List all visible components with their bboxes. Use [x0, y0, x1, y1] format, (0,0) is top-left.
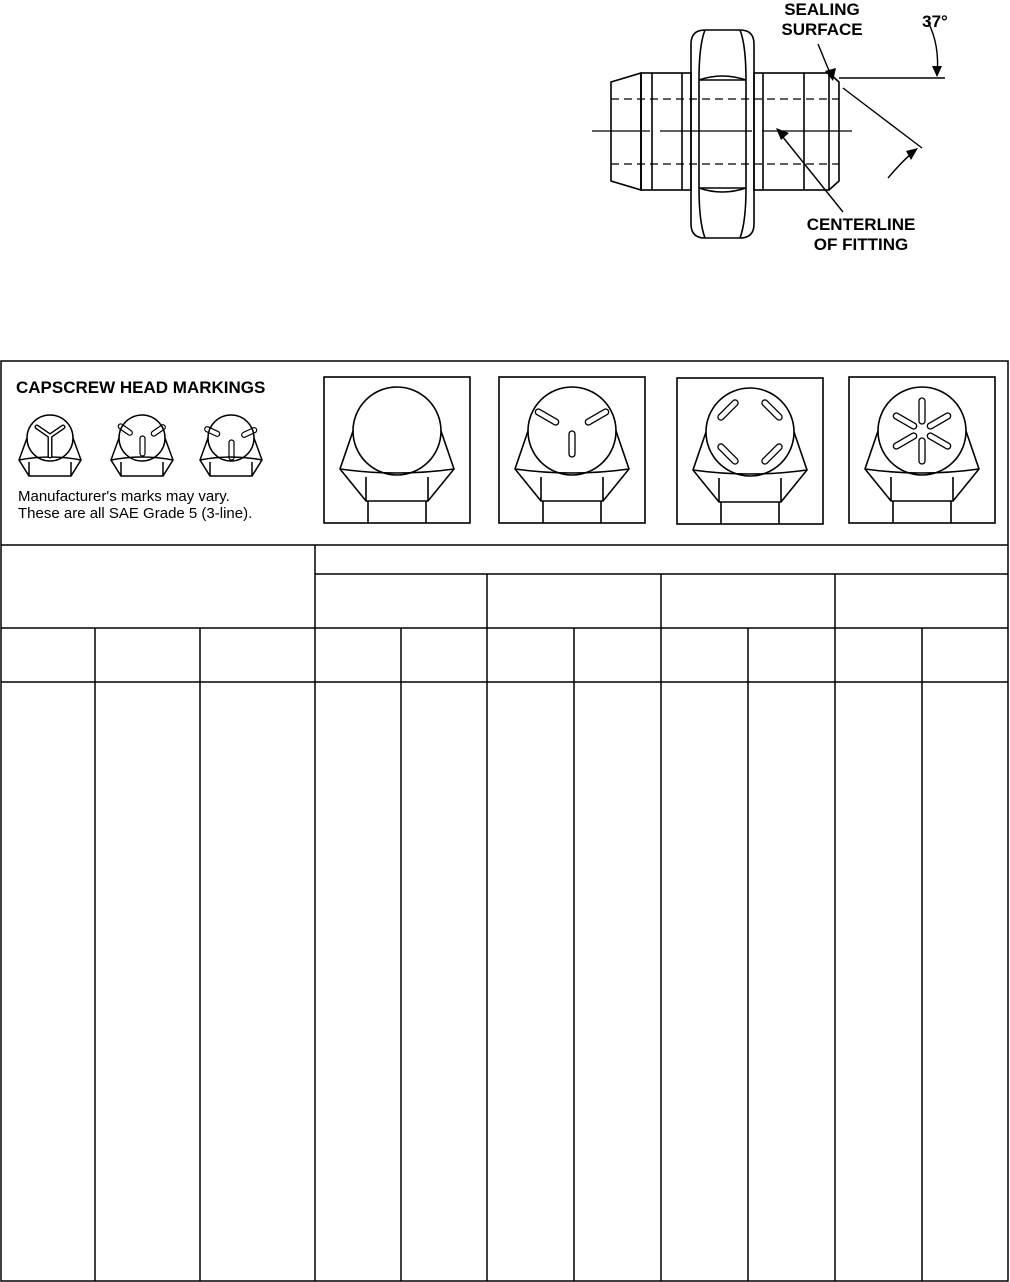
centerline-label: CENTERLINE OF FITTING: [806, 215, 916, 254]
grade-head-four-line: [677, 378, 823, 524]
grade-head-three-line: [499, 377, 645, 523]
grade-head-plain: [324, 377, 470, 523]
manufacturer-note: Manufacturer's marks may vary. These are all SAE Grade 5 (3-line).: [18, 488, 253, 522]
capscrew-head-markings-title: CAPSCREW HEAD MARKINGS: [16, 378, 266, 397]
small-head-three-dash: [111, 415, 173, 476]
grade-head-six-line: [849, 377, 995, 523]
sealing-surface-label: SEALING SURFACE: [781, 0, 863, 39]
small-head-y-mark: [19, 415, 81, 476]
small-head-three-offset: [200, 415, 262, 476]
angle-label: 37°: [922, 12, 948, 31]
